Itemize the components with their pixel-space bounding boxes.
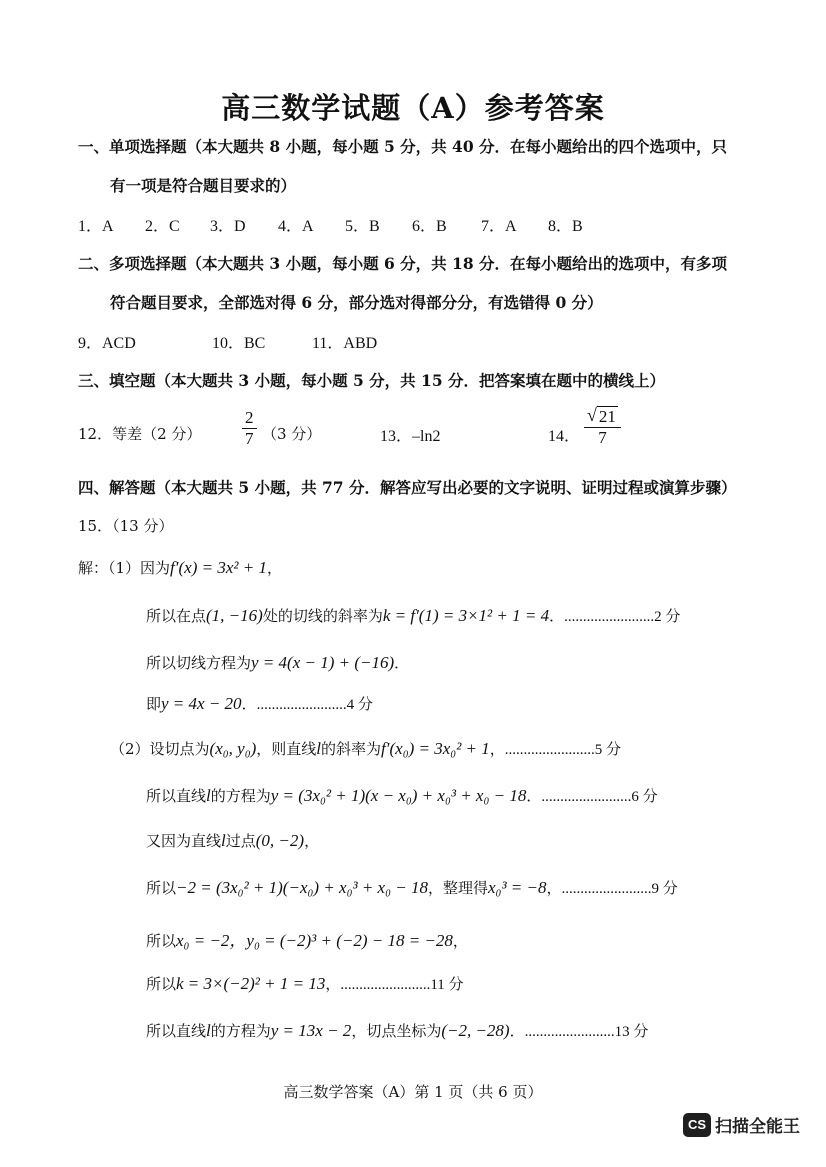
page-footer: 高三数学答案（A）第 1 页（共 6 页）: [283, 1083, 543, 1101]
answer-2: 2．C: [145, 218, 180, 235]
solution-line-6: 所以直线l的方程为y = (3x₀² + 1)(x − x₀) + x₀³ + x₀ − 18．........................6 分: [146, 786, 658, 805]
solution-line-5: （2）设切点为(x₀, y₀)，则直线l的斜率为f′(x₀) = 3x₀² + 1，........................5 分: [110, 739, 622, 758]
section-2-heading-line1: 二、多项选择题（本大题共 3 小题，每小题 6 分，共 18 分．在每小题给出的选项中，有多项: [78, 254, 728, 273]
section-3-heading: 三、填空题（本大题共 3 小题，每小题 5 分，共 15 分．把答案填在题中的横线上）: [78, 371, 666, 390]
solution-line-9: 所以x₀ = −2，y₀ = (−2)³ + (−2) − 18 = −28，: [146, 931, 468, 950]
answer-12-score: （3 分）: [262, 425, 322, 443]
radicand: 21: [598, 407, 616, 426]
solution-line-3: 所以切线方程为y = 4(x − 1) + (−16)．: [146, 653, 410, 672]
answer-9: 9．ACD: [78, 335, 136, 352]
answer-14-fraction: [584, 406, 621, 449]
fraction-numerator: 2: [242, 408, 257, 429]
page-title: 高三数学试题（A）参考答案: [221, 91, 605, 125]
answer-14-label: 14．: [548, 428, 581, 445]
section-1-heading-line1: 一、单项选择题（本大题共 8 小题，每小题 5 分，共 40 分．在每小题给出的四个选项中，只: [78, 137, 728, 156]
solution-line-8: 所以−2 = (3x₀² + 1)(−x₀) + x₀³ + x₀ − 18，整理得x₀³ = −8，........................9 分: [146, 878, 678, 897]
section-2-heading-line2: 符合题目要求，全部选对得 6 分，部分选对得部分分，有选错得 0 分）: [110, 293, 603, 312]
answer-10: 10．BC: [212, 335, 266, 352]
section-4-heading: 四、解答题（本大题共 5 小题，共 77 分．解答应写出必要的文字说明、证明过程或演算步骤）: [78, 478, 737, 497]
camscanner-watermark: [683, 1112, 800, 1137]
camscanner-logo-icon: CS: [683, 1113, 711, 1137]
solution-line-1: 解：（1）因为f′(x) = 3x² + 1，: [78, 558, 282, 577]
answer-1: 1．A: [78, 218, 114, 235]
answer-12-label: 12．等差（2 分）: [78, 425, 202, 443]
answer-13: 13．–ln2: [380, 428, 441, 445]
camscanner-logo-text: 扫描全能王: [715, 1117, 800, 1137]
solution-line-10: 所以k = 3×(−2)² + 1 = 13，........................11 分: [146, 974, 464, 993]
answer-3: 3．D: [210, 218, 246, 235]
solution-line-4: 即y = 4x − 20．........................4 分: [146, 694, 373, 713]
fraction-denominator: 7: [598, 428, 607, 448]
answer-7: 7．A: [481, 218, 517, 235]
answer-8: 8．B: [548, 218, 583, 235]
solution-line-11: 所以直线l的方程为y = 13x − 2，切点坐标为(−2, −28)．........................13 分: [146, 1021, 649, 1040]
answer-4: 4．A: [278, 218, 314, 235]
sqrt-icon: √: [587, 405, 597, 425]
fraction-denominator: 7: [245, 429, 254, 449]
section-1-heading-line2: 有一项是符合题目要求的）: [110, 176, 297, 195]
question-15-header: 15．（13 分）: [78, 517, 174, 535]
answer-12-fraction: [242, 408, 257, 450]
solution-line-7: 又因为直线l过点(0, −2)，: [146, 831, 320, 850]
answer-6: 6．B: [412, 218, 447, 235]
answer-11: 11．ABD: [312, 335, 378, 352]
solution-line-2: 所以在点(1, −16)处的切线的斜率为k = f′(1) = 3×1² + 1 = 4．........................2 分: [146, 606, 681, 625]
answer-5: 5．B: [345, 218, 380, 235]
